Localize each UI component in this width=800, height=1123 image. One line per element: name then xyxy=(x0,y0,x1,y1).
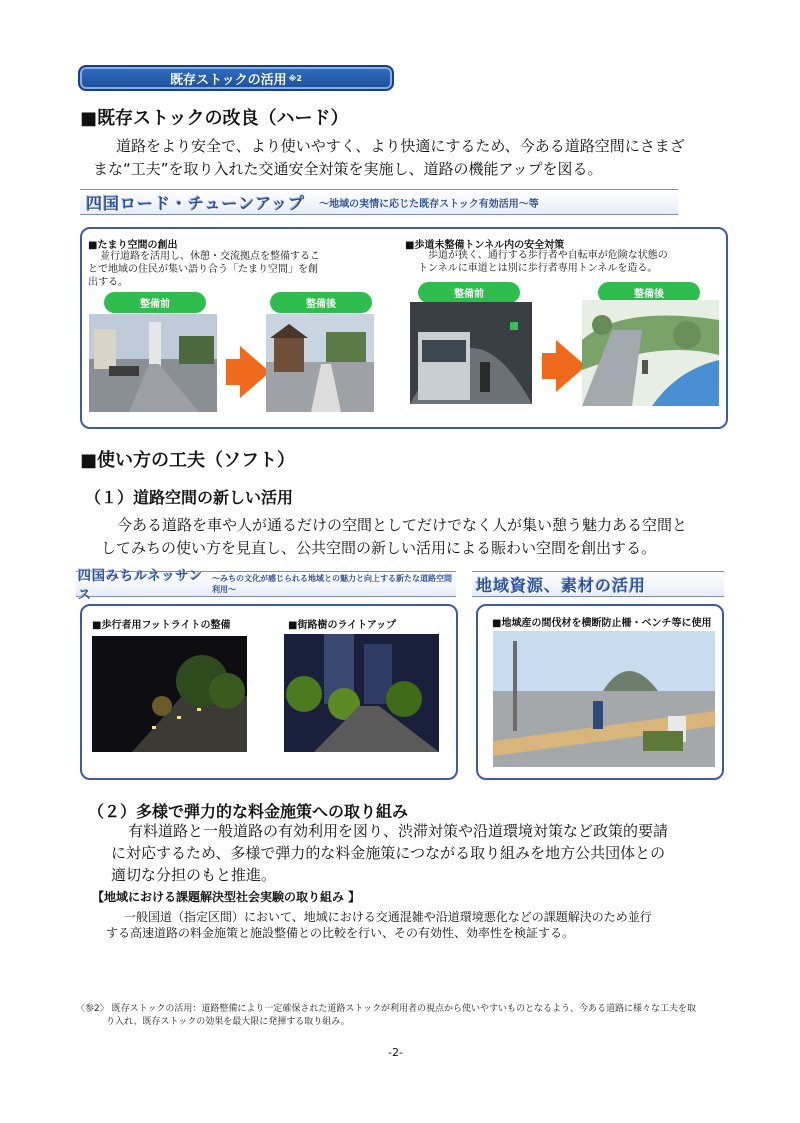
tamari-arrow xyxy=(226,346,270,398)
section-label xyxy=(78,65,394,91)
experiment-line1: 一般国道（指定区間）において、地域における交通混雑や沿道環境悪化などの課題解決のため並行 xyxy=(124,910,652,924)
section-label-text: 既存ストックの活用 xyxy=(170,72,287,88)
soft-heading: ■使い方の工夫（ソフト） xyxy=(80,450,296,471)
tamari-body-1: 並行道路を活用し、休憩・交流拠点を整備するこ xyxy=(100,251,320,262)
tunnel-after-illustration xyxy=(582,300,719,406)
timber-photo xyxy=(493,631,715,767)
soft-sub1-line1: 今ある道路を車や人が通るだけの空間としてだけでなく人が集い憩う魅力ある空間と xyxy=(117,516,688,534)
tamari-before-photo xyxy=(89,314,217,412)
tamari-body-3: 出する。 xyxy=(88,277,128,288)
resources-title: 地域資源、素材の活用 xyxy=(476,575,647,595)
soft-sub2-line1: 有料道路と一般道路の有効利用を図り、渋滞対策や沿道環境対策など政策的要請 xyxy=(128,822,669,840)
tunnel-after-pill: 整備後 xyxy=(598,282,700,303)
tunnel-before-pill: 整備前 xyxy=(418,282,520,303)
footnote-line2: り入れ、既存ストックの効果を最大限に発揮する取り組み。 xyxy=(106,1017,350,1027)
lightup-photo xyxy=(284,634,439,752)
hard-heading: ■既存ストックの改良（ハード） xyxy=(80,108,349,129)
tamari-title: ■たまり空間の創出 xyxy=(88,240,178,251)
resources-band xyxy=(472,571,724,597)
renaissance-title: 四国みちルネッサンス xyxy=(78,569,203,603)
tunnel-before-photo xyxy=(410,302,532,404)
road-tuneup-subtitle: ～地域の実情に応じた既存ストック有効活用～等 xyxy=(319,198,539,210)
section-label-ref: ※2 xyxy=(288,73,302,83)
tamari-body-2: とで地域の住民が集い語り合う「たまり空間」を創 xyxy=(88,264,318,275)
hard-paragraph-line1: 道路をより安全で、より使いやすく、より快適にするため、今ある道路空間にさまざ xyxy=(116,137,685,155)
soft-sub2-heading: （２）多様で弾力的な料金施策への取り組み xyxy=(88,802,409,821)
road-tuneup-band xyxy=(80,189,678,215)
tunnel-body-2: トンネルに車道とは別に歩行者専用トンネルを造る。 xyxy=(418,263,658,274)
timber-caption: ■地域産の間伐材を横断防止柵・ベンチ等に使用 xyxy=(492,618,712,629)
tamari-after-pill: 整備後 xyxy=(270,292,372,313)
hard-paragraph-line2: まな“工夫”を取り入れた交通安全対策を実施し、道路の機能アップを図る。 xyxy=(93,160,603,178)
tunnel-arrow xyxy=(542,340,586,392)
footnote-line1: 〈参2〉 既存ストックの活用：道路整備により一定確保された道路ストックが利用者の視点から使いやすいものとなるよう、今ある道路に様々な工夫を取 xyxy=(76,1004,697,1014)
experiment-title: 【地域における課題解決型社会実験の取り組み 】 xyxy=(92,890,361,904)
tunnel-body-1: 歩道が狭く、通行する歩行者や自転車が危険な状態の xyxy=(428,250,668,261)
soft-sub2-line3: 適切な分担のもと推進。 xyxy=(111,866,277,884)
tunnel-title: ■歩道未整備トンネル内の安全対策 xyxy=(405,240,565,251)
soft-sub2-line2: に対応するため、多様で弾力的な料金施策につながる取り組みを地方公共団体との xyxy=(111,844,666,862)
experiment-line2: する高速道路の料金施策と施設整備との比較を行い、その有効性、効率性を検証する。 xyxy=(106,926,575,940)
tamari-before-pill: 整備前 xyxy=(104,292,206,313)
footlight-caption: ■歩行者用フットライトの整備 xyxy=(92,620,231,631)
footlight-photo xyxy=(92,636,247,752)
renaissance-subtitle: ～みちの文化が感じられる地域との魅力と向上する新たな道路空間利用～ xyxy=(212,574,453,594)
soft-sub1-heading: （１）道路空間の新しい活用 xyxy=(85,488,294,507)
road-tuneup-title: 四国ロード・チューンアップ xyxy=(86,193,306,213)
page-number: -2- xyxy=(388,1046,403,1059)
lightup-caption: ■街路樹のライトアップ xyxy=(288,620,397,631)
soft-sub1-line2: してみちの使い方を見直し、公共空間の新しい活用による賑わい空間を創出する。 xyxy=(101,539,657,557)
tamari-after-photo xyxy=(266,314,374,412)
renaissance-band xyxy=(76,569,456,603)
